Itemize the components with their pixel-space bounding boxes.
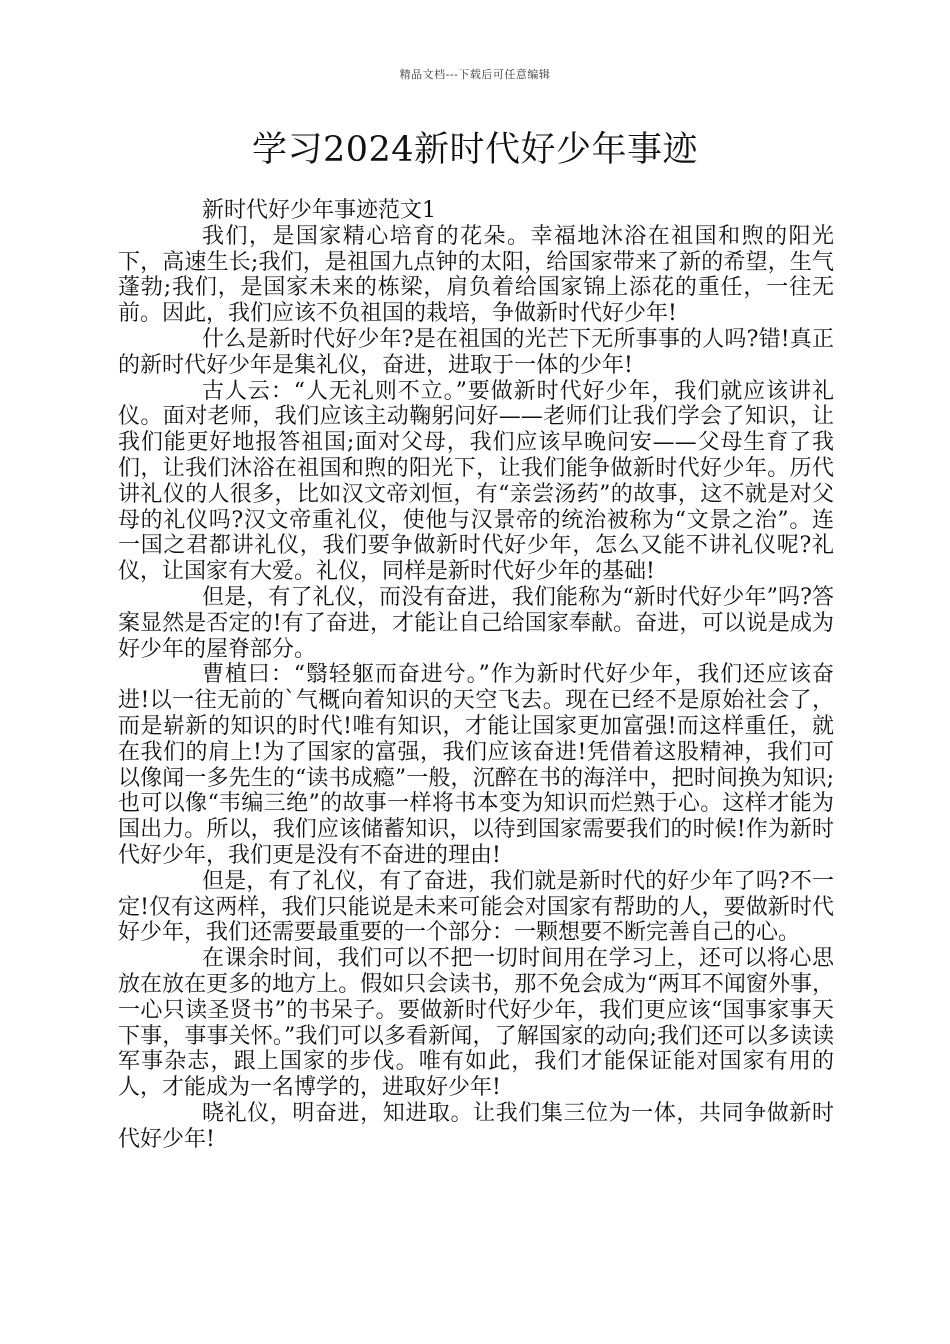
header-note: 精品文档---下载后可任意编辑	[399, 68, 551, 81]
paragraph: 古人云：“人无礼则不立。”要做新时代好少年，我们就应该讲礼仪。面对老师，我们应该主动鞠躬问好——老师们让我们学会了知识，让我们能更好地报答祖国;面对父母，我们应该早晚问安——父母生育了我们，让我们沐浴在祖国和煦的阳光下，让我们能争做新时代好少年。历代讲礼仪的人很多，比如汉文帝刘恒，有“亲尝汤药”的故事，这不就是对父母的礼仪吗?汉文帝重礼仪，使他与汉景帝的统治被称为“文景之治”。连一国之君都讲礼仪，我们要争做新时代好少年，怎么又能不讲礼仪呢?礼仪，让国家有大爱。礼仪，同样是新时代好少年的基础!	[118, 378, 834, 585]
section-subheading: 新时代好少年事迹范文1	[202, 198, 436, 223]
document-title: 学习2024新时代好少年事迹	[251, 130, 699, 170]
paragraph: 我们，是国家精心培育的花朵。幸福地沐浴在祖国和煦的阳光下，高速生长;我们，是祖国九点钟的太阳，给国家带来了新的希望，生气蓬勃;我们，是国家未来的栋梁，肩负着给国家锦上添花的重任，一往无前。因此，我们应该不负祖国的栽培，争做新时代好少年!	[118, 223, 834, 327]
paragraph: 曹植曰：“翳轻躯而奋进兮。”作为新时代好少年，我们还应该奋进!以一往无前的`气概向着知识的天空飞去。现在已经不是原始社会了，而是崭新的知识的时代!唯有知识，才能让国家更加富强!而这样重任，就在我们的肩上!为了国家的富强，我们应该奋进!凭借着这股精神，我们可以像闻一多先生的“读书成瘾”一般，沉醉在书的海洋中，把时间换为知识;也可以像“韦编三绝”的故事一样将书本变为知识而烂熟于心。这样才能为国出力。所以，我们应该储蓄知识，以待到国家需要我们的时候!作为新时代好少年，我们更是没有不奋进的理由!	[118, 662, 834, 868]
paragraph: 但是，有了礼仪，而没有奋进，我们能称为“新时代好少年”吗?答案显然是否定的!有了奋进，才能让自己给国家奉献。奋进，可以说是成为好少年的屋脊部分。	[118, 584, 834, 662]
paragraph: 在课余时间，我们可以不把一切时间用在学习上，还可以将心思放在放在更多的地方上。假如只会读书，那不免会成为“两耳不闻窗外事，一心只读圣贤书”的书呆子。要做新时代好少年，我们更应该“国事家事天下事，事事关怀。”我们可以多看新闻，了解国家的动向;我们还可以多读读军事杂志，跟上国家的步伐。唯有如此，我们才能保证能对国家有用的人，才能成为一名博学的，进取好少年!	[118, 946, 834, 1101]
document-body	[118, 198, 834, 1152]
paragraph: 晓礼仪，明奋进，知进取。让我们集三位为一体，共同争做新时代好少年!	[118, 1100, 834, 1152]
paragraph: 但是，有了礼仪，有了奋进，我们就是新时代的好少年了吗?不一定!仅有这两样，我们只能说是未来可能会对国家有帮助的人，要做新时代好少年，我们还需要最重要的一个部分：一颗想要不断完善自己的心。	[118, 868, 834, 946]
paragraph: 什么是新时代好少年?是在祖国的光芒下无所事事的人吗?错!真正的新时代好少年是集礼仪，奋进，进取于一体的少年!	[118, 326, 834, 378]
